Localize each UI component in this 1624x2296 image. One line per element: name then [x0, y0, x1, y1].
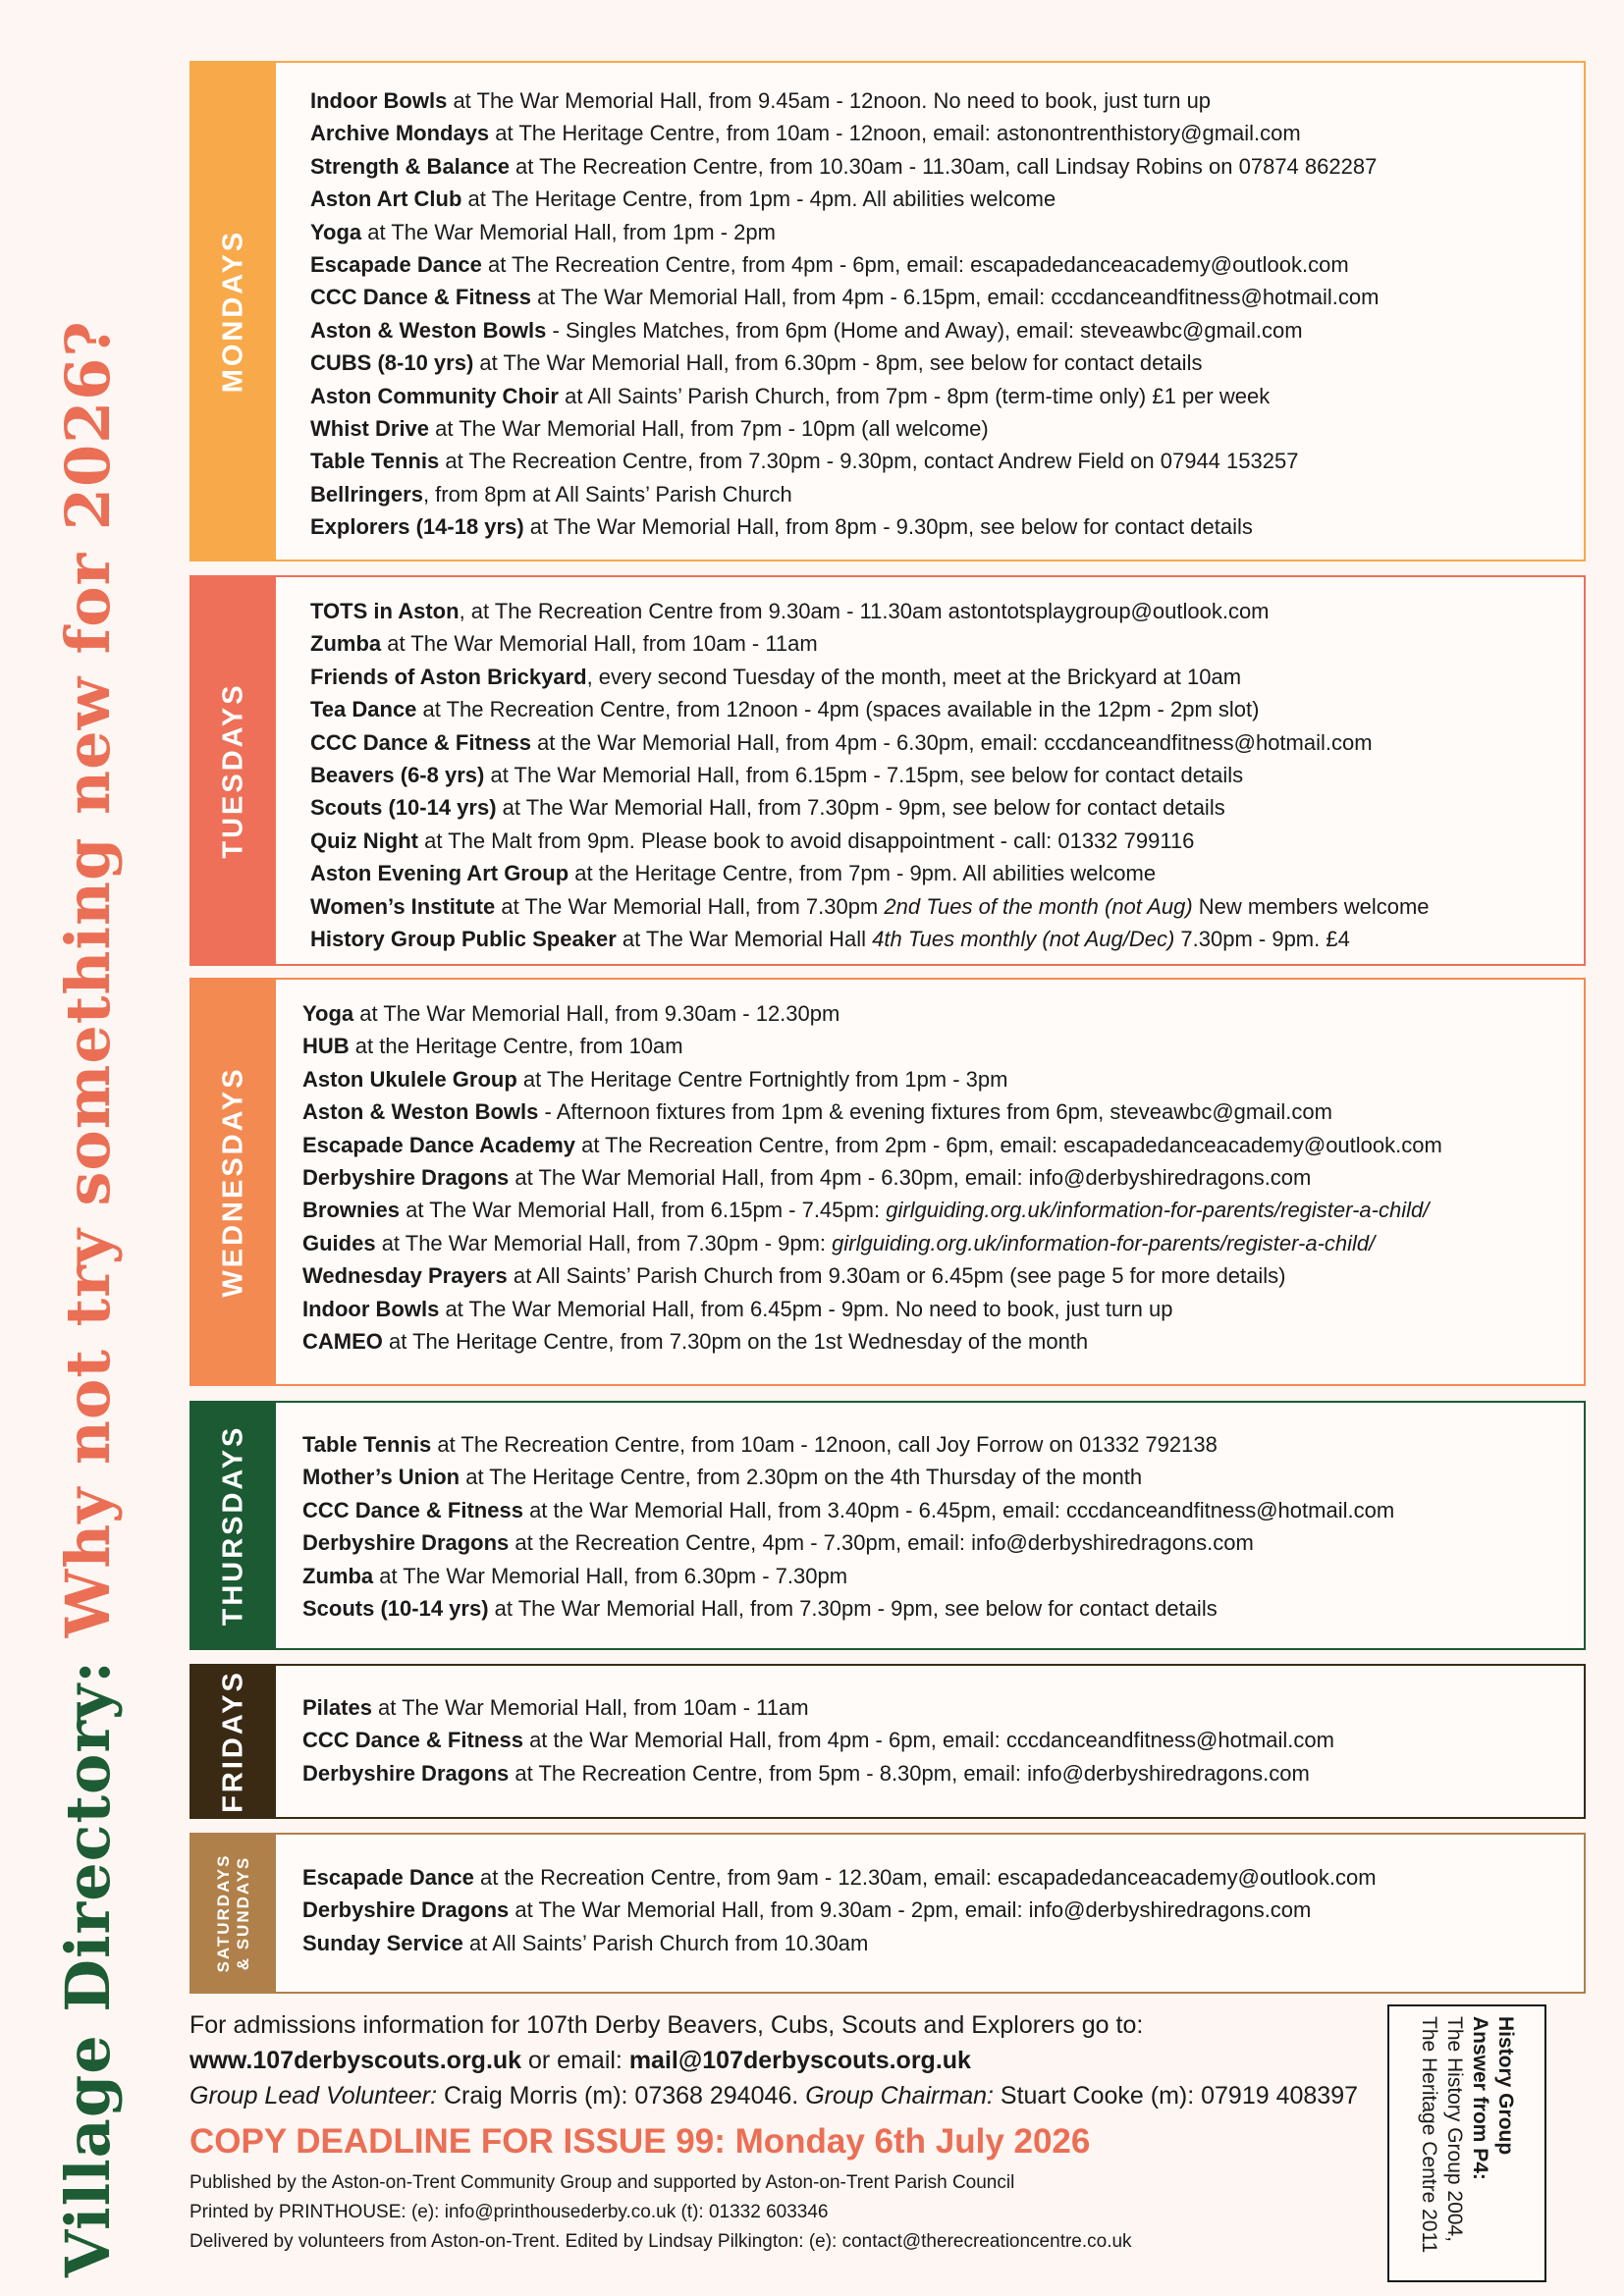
activity-details: , at The Recreation Centre from 9.30am - 11.30am astontotsplaygroup@outlook.com: [459, 599, 1270, 623]
day-tab: [191, 1403, 276, 1648]
activity-name: Explorers (14-18 yrs): [310, 514, 524, 540]
activity-row: [310, 248, 1380, 281]
activity-name: CCC Dance & Fitness: [310, 285, 531, 310]
activity-details: at the Recreation Centre, 4pm - 7.30pm, email: info@derbyshiredragons.com: [509, 1530, 1254, 1556]
answer-heading-1: History Group: [1494, 2015, 1517, 2155]
activity-details: at The War Memorial Hall, from 7.30pm - 9pm:: [375, 1230, 833, 1255]
activity-name: Aston Community Choir: [310, 383, 559, 408]
chair-label: Group Chairman:: [805, 2082, 994, 2109]
copy-deadline: COPY DEADLINE FOR ISSUE 99: Monday 6th July 2026: [189, 2122, 1091, 2161]
activity-row: [302, 997, 1442, 1030]
activity-name: Scouts (10-14 yrs): [310, 795, 497, 821]
activity-row: [302, 1161, 1442, 1194]
activity-row: [302, 1194, 1442, 1226]
activity-name: Aston & Weston Bowls: [302, 1099, 539, 1125]
activity-row: [302, 1927, 1377, 1959]
activity-name: Tea Dance: [310, 697, 417, 722]
activity-details: at The War Memorial Hall, from 10am - 11am: [381, 631, 818, 657]
activity-details: at The Heritage Centre, from 7.30pm on the 1st Wednesday of the month: [382, 1328, 1089, 1354]
activity-row: [302, 1095, 1442, 1128]
day-label: THURSDAYS: [217, 1424, 249, 1627]
activity-details: at The Recreation Centre, from 5pm - 8.30pm, email: info@derbyshiredragons.com: [509, 1760, 1310, 1786]
activity-name: Escapade Dance: [310, 251, 482, 277]
activity-details: at The Heritage Centre Fortnightly from 1pm - 3pm: [516, 1066, 1008, 1092]
lead-value: Craig Morris (m): 07368 294046.: [437, 2082, 806, 2109]
activity-details: at The War Memorial Hall, from 6.15pm - 7.45pm:: [400, 1198, 887, 1223]
activity-details: at The War Memorial Hall, from 4pm - 6.30pm, email: info@derbyshiredragons.com: [509, 1164, 1312, 1190]
activity-details: at The Recreation Centre, from 10.30am - 11.30am, call Lindsay Robins on 07874 862287: [509, 153, 1378, 179]
activity-extra: 7.30pm - 9pm. £4: [1174, 926, 1350, 951]
activity-details: at The Heritage Centre, from 1pm - 4pm. All abilities welcome: [461, 187, 1056, 212]
activity-details: at The Heritage Centre, from 2.30pm on the 4th Thursday of the month: [460, 1465, 1143, 1490]
activity-name: Escapade Dance: [302, 1865, 474, 1890]
activity-name: Guides: [302, 1230, 376, 1255]
activity-row: [302, 1063, 1442, 1095]
activity-details: at The War Memorial Hall, from 8pm - 9.30pm, see below for contact details: [523, 514, 1253, 540]
day-tab: [191, 63, 276, 560]
activity-row: [310, 627, 1430, 660]
activity-italic-note: 4th Tues monthly (not Aug/Dec): [872, 926, 1175, 951]
activity-name: Sunday Service: [302, 1930, 463, 1955]
activity-details: at The War Memorial Hall, from 7pm - 10pm (all welcome): [429, 415, 989, 441]
activity-name: Pilates: [302, 1695, 372, 1720]
title-part-1: Village Directory:: [52, 1637, 124, 2277]
activity-details: at The War Memorial Hall, from 9.30am - 12.30pm: [353, 1001, 840, 1026]
activity-name: Scouts (10-14 yrs): [302, 1595, 489, 1621]
activity-row: [310, 726, 1430, 759]
day-tab: [191, 577, 276, 964]
activity-name: Table Tennis: [310, 449, 440, 474]
day-label: [214, 1854, 253, 1973]
day-label-line-1: SATURDAYS: [214, 1853, 233, 1973]
activity-details: at The War Memorial Hall, from 6.30pm - 7.30pm: [373, 1563, 848, 1588]
activity-row: [310, 183, 1380, 215]
activity-row: [310, 281, 1380, 313]
activity-name: Indoor Bowls: [310, 88, 448, 113]
activity-name: Brownies: [302, 1198, 401, 1223]
activity-name: TOTS in Aston: [310, 599, 460, 623]
activity-details: at The Malt from 9pm. Please book to avoid disappointment - call: 01332 799116: [417, 828, 1195, 853]
activity-details: at The Recreation Centre, from 2pm - 6pm, email: escapadedanceacademy@outlook.com: [575, 1132, 1442, 1157]
activity-details: at The War Memorial Hall, from 1pm - 2pm: [361, 219, 776, 244]
activity-row: [310, 347, 1380, 379]
activity-name: Aston Ukulele Group: [302, 1066, 517, 1092]
activity-row: [310, 923, 1430, 955]
activity-details: - Singles Matches, from 6pm (Home and Away), email: steveawbc@gmail.com: [546, 317, 1303, 343]
activity-row: [302, 1494, 1394, 1526]
activity-details: , from 8pm at All Saints’ Parish Church: [422, 481, 792, 507]
delivered-text: Delivered by volunteers from Aston-on-Trent. Edited by Lindsay Pilkington: (e): contact@therecreationcentre.co.uk: [189, 2231, 1132, 2252]
activity-details: at All Saints’ Parish Church, from 7pm - 8pm (term-time only) £1 per week: [559, 383, 1271, 408]
activity-name: Wednesday Prayers: [302, 1263, 508, 1289]
activity-name: CAMEO: [302, 1328, 383, 1354]
activity-row: [302, 1428, 1394, 1461]
activity-name: Beavers (6-8 yrs): [310, 762, 485, 787]
activity-row: [302, 1724, 1334, 1756]
activity-details: at The War Memorial Hall, from 7.30pm - 9pm, see below for contact details: [496, 795, 1225, 821]
activity-row: [310, 445, 1380, 477]
answer-heading-2: Answer from P4:: [1469, 2015, 1491, 2180]
day-block-mondays: [189, 61, 1586, 561]
day-block-saturdays: [189, 1833, 1586, 1994]
activity-name: Derbyshire Dragons: [302, 1530, 510, 1556]
day-tab: [191, 1666, 276, 1817]
activity-name: Derbyshire Dragons: [302, 1760, 510, 1786]
day-block-fridays: [189, 1664, 1586, 1819]
activity-row: [310, 825, 1430, 857]
activity-details: at The War Memorial Hall, from 4pm - 6.15pm, email: cccdanceandfitness@hotmail.com: [530, 285, 1380, 310]
activity-row: [310, 117, 1380, 149]
activity-row: [310, 791, 1430, 824]
page-title: [39, 49, 137, 2277]
activity-name: CCC Dance & Fitness: [302, 1728, 523, 1753]
activity-details: at The War Memorial Hall, from 6.45pm - 9pm. No need to book, just turn up: [439, 1296, 1173, 1321]
day-block-wednesdays: [189, 978, 1586, 1386]
activity-row: [310, 412, 1380, 445]
activity-row: [302, 1526, 1394, 1559]
activity-details: at The War Memorial Hall, from 7.30pm: [495, 893, 885, 919]
activity-name: Zumba: [302, 1563, 374, 1588]
activity-row: [302, 1227, 1442, 1259]
day-tab: [191, 980, 276, 1384]
day-tab: [191, 1835, 276, 1992]
activity-name: Derbyshire Dragons: [302, 1164, 510, 1190]
activity-row: [302, 1757, 1334, 1789]
activity-row: [302, 1894, 1377, 1926]
activity-extra: New members welcome: [1192, 893, 1430, 919]
footer: [189, 2007, 1368, 2257]
activity-name: HUB: [302, 1034, 350, 1059]
activity-details: at The Recreation Centre, from 12noon - 4pm (spaces available in the 12pm - 2pm slot): [416, 697, 1260, 722]
activity-details: at The Heritage Centre, from 10am - 12noon, email: astonontrenthistory@gmail.com: [489, 121, 1301, 146]
activity-italic-note: girlguiding.org.uk/information-for-parents/register-a-child/: [886, 1198, 1430, 1223]
activity-name: Yoga: [302, 1001, 354, 1026]
activity-name: Table Tennis: [302, 1432, 432, 1457]
activity-name: Bellringers: [310, 481, 423, 507]
contact-line: [189, 2043, 1368, 2078]
activity-details: at The War Memorial Hall, from 6.30pm - 8pm, see below for contact details: [473, 350, 1203, 376]
activity-details: at All Saints’ Parish Church from 9.30am or 6.45pm (see page 5 for more details): [507, 1263, 1286, 1289]
activity-row: [310, 150, 1380, 183]
activity-row: [310, 314, 1380, 347]
activity-details: at The Recreation Centre, from 4pm - 6pm, email: escapadedanceacademy@outlook.com: [481, 251, 1349, 277]
activity-details: at The Recreation Centre, from 7.30pm - 9.30pm, contact Andrew Field on 07944 153257: [439, 449, 1299, 474]
day-label-line-2: & SUNDAYS: [234, 1855, 252, 1971]
printed-text: Printed by PRINTHOUSE: (e): info@printhousederby.co.uk (t): 01332 603346: [189, 2202, 829, 2222]
activity-details: at the Heritage Centre, from 10am: [349, 1034, 683, 1059]
activity-details: at The War Memorial Hall, from 9.45am - 12noon. No need to book, just turn up: [447, 88, 1212, 113]
activity-details: at the War Memorial Hall, from 4pm - 6pm, email: cccdanceandfitness@hotmail.com: [522, 1728, 1334, 1753]
activity-name: Aston Art Club: [310, 187, 462, 212]
activity-details: at the War Memorial Hall, from 4pm - 6.30pm, email: cccdanceandfitness@hotmail.com: [530, 729, 1373, 755]
activity-name: CCC Dance & Fitness: [302, 1497, 523, 1522]
activity-row: [302, 1030, 1442, 1062]
activity-details: , every second Tuesday of the month, meet at the Brickyard at 10am: [586, 664, 1242, 689]
activity-row: [302, 1691, 1334, 1724]
activity-row: [302, 1325, 1442, 1358]
activity-name: Indoor Bowls: [302, 1296, 440, 1321]
activity-details: at The War Memorial Hall, from 6.15pm - 7.15pm, see below for contact details: [484, 762, 1244, 787]
day-label: MONDAYS: [217, 229, 249, 394]
activity-row: [310, 478, 1380, 510]
activity-row: [310, 595, 1430, 627]
activity-name: Yoga: [310, 219, 362, 244]
activity-name: CUBS (8-10 yrs): [310, 350, 474, 376]
scouts-website-link[interactable]: www.107derbyscouts.org.uk: [189, 2047, 522, 2074]
activity-details: at The War Memorial Hall, from 10am - 11am: [371, 1695, 809, 1720]
activity-row: [302, 1560, 1394, 1592]
activity-row: [302, 1592, 1394, 1625]
day-label: WEDNESDAYS: [217, 1066, 249, 1298]
activity-row: [302, 1129, 1442, 1161]
activity-details: at the Recreation Centre, from 9am - 12.30am, email: escapadedanceacademy@outlook.com: [473, 1865, 1377, 1890]
admissions-text: For admissions information for 107th Derby Beavers, Cubs, Scouts and Explorers go to:: [189, 2011, 1144, 2039]
activity-row: [310, 84, 1380, 117]
answer-body: The History Group 2004, The Heritage Centre 2011: [1418, 2015, 1466, 2253]
day-block-tuesdays: [189, 575, 1586, 966]
activity-italic-note: 2nd Tues of the month (not Aug): [884, 893, 1193, 919]
activity-row: [302, 1259, 1442, 1292]
answer-box: [1387, 2004, 1546, 2282]
activity-row: [310, 890, 1430, 923]
activity-row: [310, 661, 1430, 693]
activity-row: [302, 1861, 1377, 1894]
activity-name: Mother’s Union: [302, 1465, 460, 1490]
activity-row: [302, 1293, 1442, 1325]
activity-details: at The War Memorial Hall, from 7.30pm - 9pm, see below for contact details: [488, 1595, 1218, 1621]
day-label: FRIDAYS: [217, 1670, 249, 1813]
activity-name: Strength & Balance: [310, 153, 510, 179]
activity-name: Whist Drive: [310, 415, 430, 441]
activity-name: Aston Evening Art Group: [310, 861, 569, 886]
activity-details: - Afternoon fixtures from 1pm & evening fixtures from 6pm, steveawbc@gmail.com: [538, 1099, 1332, 1125]
title-part-2: Why not try something new for 2026?: [52, 320, 124, 1638]
activity-row: [310, 510, 1380, 543]
activity-name: Derbyshire Dragons: [302, 1897, 510, 1923]
lead-label: Group Lead Volunteer:: [189, 2082, 438, 2109]
activity-name: Quiz Night: [310, 828, 418, 853]
or-email-text: or email:: [521, 2047, 629, 2074]
leaders-line: [189, 2078, 1368, 2113]
activity-row: [310, 693, 1430, 725]
activity-name: Friends of Aston Brickyard: [310, 664, 587, 689]
activity-name: Escapade Dance Academy: [302, 1132, 575, 1157]
answer-content: [1416, 2016, 1518, 2271]
activity-name: CCC Dance & Fitness: [310, 729, 531, 755]
activity-details: at The Recreation Centre, from 10am - 12noon, call Joy Forrow on 01332 792138: [431, 1432, 1218, 1457]
scouts-email-link[interactable]: mail@107derbyscouts.org.uk: [628, 2047, 971, 2074]
activity-name: Aston & Weston Bowls: [310, 317, 547, 343]
activity-details: at The War Memorial Hall: [616, 926, 873, 951]
day-label: TUESDAYS: [217, 682, 249, 859]
published-text: Published by the Aston-on-Trent Community Group and supported by Aston-on-Trent Parish Council: [189, 2172, 1015, 2193]
activity-row: [310, 857, 1430, 889]
activity-row: [310, 216, 1380, 248]
activity-row: [310, 380, 1380, 412]
day-block-thursdays: [189, 1401, 1586, 1650]
activity-name: Zumba: [310, 631, 382, 657]
activity-name: Archive Mondays: [310, 121, 490, 146]
chair-value: Stuart Cooke (m): 07919 408397: [993, 2082, 1359, 2109]
activity-details: at the Heritage Centre, from 7pm - 9pm. All abilities welcome: [568, 861, 1157, 886]
activity-row: [310, 759, 1430, 791]
activity-row: [302, 1461, 1394, 1493]
activity-name: History Group Public Speaker: [310, 926, 617, 951]
activity-details: at The War Memorial Hall, from 9.30am - 2pm, email: info@derbyshiredragons.com: [509, 1897, 1312, 1923]
activity-details: at All Saints’ Parish Church from 10.30am: [462, 1930, 869, 1955]
activity-italic-note: girlguiding.org.uk/information-for-parents/register-a-child/: [832, 1230, 1376, 1255]
activity-details: at the War Memorial Hall, from 3.40pm - 6.45pm, email: cccdanceandfitness@hotmail.com: [522, 1497, 1395, 1522]
activity-name: Women’s Institute: [310, 893, 496, 919]
